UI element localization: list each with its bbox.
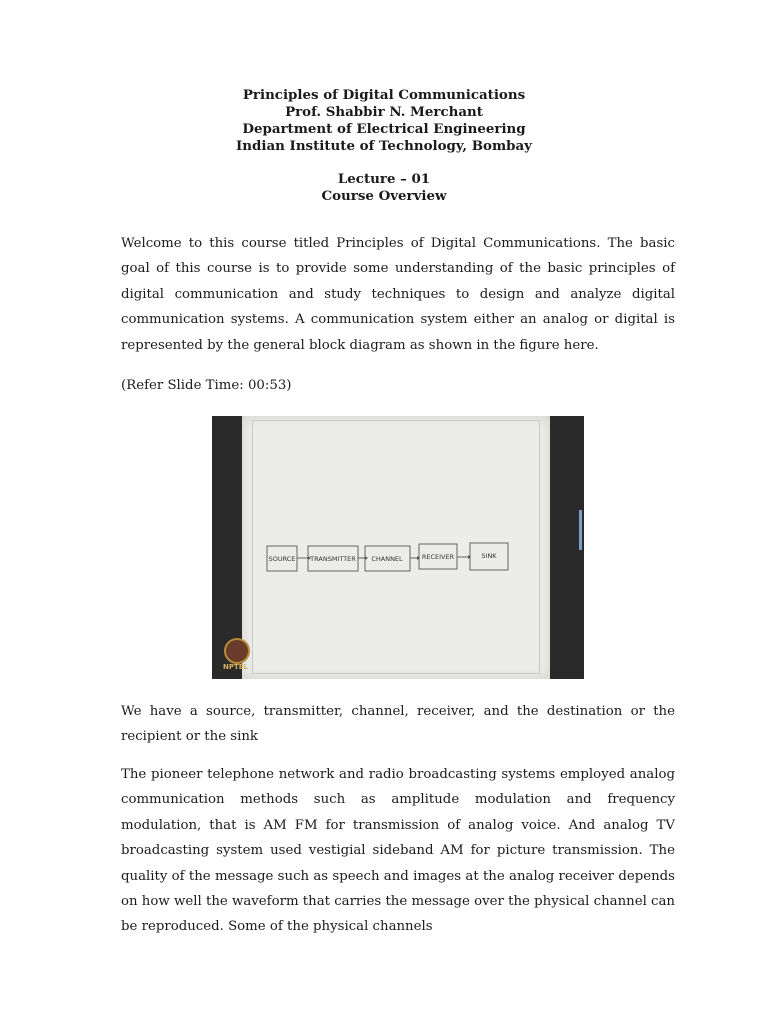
paragraph-components: We have a source, transmitter, channel, receiver, and the destination or the recipient or the sink	[121, 704, 675, 745]
course-title: Principles of Digital Communications	[242, 87, 526, 103]
lecture-topic: Course Overview	[321, 188, 447, 204]
block-label-receiver: RECEIVER	[421, 553, 455, 561]
department-name: Department of Electrical Engineering	[242, 121, 526, 137]
institute-name: Indian Institute of Technology, Bombay	[236, 138, 532, 154]
block-label-source: SOURCE	[268, 555, 296, 563]
refer-slide-time: (Refer Slide Time: 00:53)	[121, 378, 292, 393]
block-label-transmitter: TRANSMITTER	[310, 555, 356, 563]
nptel-logo-text: NPTEL	[223, 663, 249, 671]
nptel-logo-icon	[224, 638, 250, 664]
lecture-slide-image	[212, 416, 584, 679]
lecture-number: Lecture – 01	[337, 171, 431, 187]
block-diagram	[212, 416, 584, 679]
lecture-heading	[0, 171, 768, 205]
arrow-head-3	[417, 556, 420, 560]
block-label-channel: CHANNEL	[371, 555, 403, 563]
pen-icon	[579, 510, 582, 550]
block-label-sink: SINK	[481, 552, 497, 560]
paragraph-analog-systems: The pioneer telephone network and radio broadcasting systems employed analog communication methods such as amplitude modulation and frequency modulation, that is AM FM for transmission of analog voice. And analog TV broadcasting system used vestigial sideband AM for picture transmission. The quality of the message such as speech and images at the analog receiver depends on how well the waveform that carries the message over the physical channel can be reproduced. Some of the physical channels	[121, 767, 675, 935]
paragraph-intro: Welcome to this course titled Principles of Digital Communications. The basic goal of this course is to provide some understanding of the basic principles of digital communication and study techniques to design and analyze digital communication systems. A communication system either an analog or digital is represented by the general block diagram as shown in the figure here.	[121, 236, 675, 353]
author-name: Prof. Shabbir N. Merchant	[285, 104, 483, 120]
document-header	[0, 87, 768, 155]
arrow-head-4	[468, 555, 471, 559]
arrow-head-2	[365, 556, 368, 560]
